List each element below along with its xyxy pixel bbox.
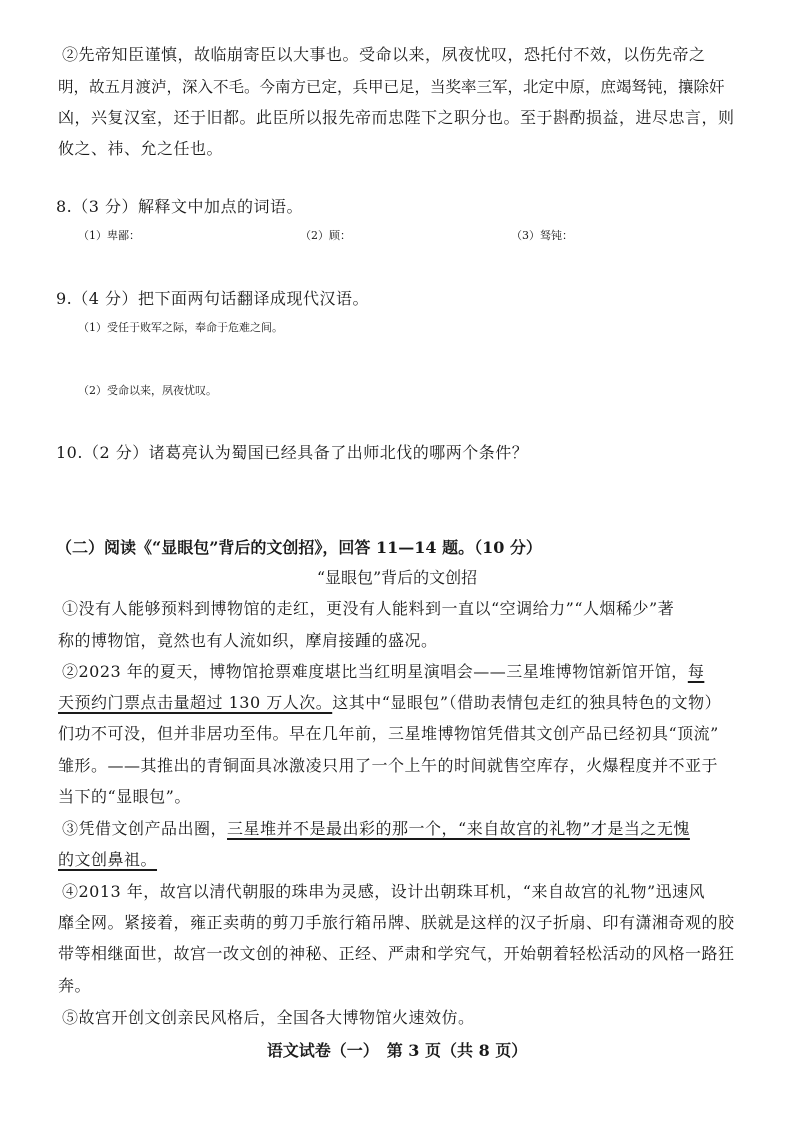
underlined-text: 的文创鼻祖。: [58, 850, 158, 869]
question-9-item-2: （2）受命以来，夙夜忧叹。: [78, 384, 217, 397]
article-line: 当下的“显眼包”。: [58, 787, 191, 806]
underlined-text: 每: [687, 662, 705, 681]
article-line: 奔。: [58, 976, 92, 995]
article-line: 们功不可没，但并非居功至伟。早在几年前，三星堆博物馆凭借其文创产品已经初具“顶流”: [58, 724, 719, 743]
article-line: [58, 849, 748, 871]
page-footer: 语文试卷（一） 第 3 页（共 8 页）: [266, 1041, 528, 1060]
section-heading: （二）阅读《“显眼包”背后的文创招》，回答 11—14 题。（10 分）: [56, 538, 542, 557]
question-8: 8.（3 分）解释文中加点的词语。: [56, 197, 304, 216]
question-8-item-1: （1）卑鄙：: [78, 229, 140, 242]
question-10: 10.（2 分）诸葛亮认为蜀国已经具备了出师北伐的哪两个条件？: [56, 443, 529, 462]
article-line: ⑤故宫开创文创亲民风格后，全国各大博物馆火速效仿。: [62, 1008, 475, 1027]
underlined-text: 三星堆并不是最出彩的那一个，“来自故宫的礼物”才是当之无愧: [227, 819, 690, 838]
article-title: “显眼包”背后的文创招: [316, 568, 478, 587]
article-line: [58, 692, 748, 714]
question-8-item-3: （3）驽钝：: [511, 229, 573, 242]
passage-line: 明，故五月渡泸，深入不毛。今南方已定，兵甲已足，当奖率三军，北定中原，庶竭驽钝，攘除奸: [58, 78, 725, 96]
article-line: [62, 818, 752, 840]
passage-line: ②先帝知臣谨慎，故临崩寄臣以大事也。受命以来，夙夜忧叹，恐托付不效，以伤先帝之: [62, 45, 706, 64]
article-line: ④2013 年，故宫以清代朝服的珠串为灵感，设计出朝珠耳机，“来自故宫的礼物”迅速风: [62, 882, 706, 901]
question-8-item-2: （2）顾：: [300, 229, 351, 242]
article-line: 雏形。——其推出的青铜面具冰激凌只用了一个上午的时间就售空库存，火爆程度并不亚于: [58, 756, 719, 775]
article-line: 靡全网。紧接着，雍正卖萌的剪刀手旅行箱吊牌、朕就是这样的汉子折扇、印有潇湘奇观的胶: [58, 913, 735, 932]
article-line: [62, 661, 752, 683]
question-9: 9.（4 分）把下面两句话翻译成现代汉语。: [56, 289, 370, 308]
article-line: ①没有人能够预料到博物馆的走红，更没有人能料到一直以“空调给力”“人烟稀少”著: [62, 599, 675, 618]
article-line: 称的博物馆，竟然也有人流如织，摩肩接踵的盛况。: [58, 631, 438, 650]
passage-line: 凶，兴复汉室，还于旧都。此臣所以报先帝而忠陛下之职分也。至于斟酌损益，进尽忠言，则: [58, 108, 735, 127]
article-line: 带等相继面世，故宫一改文创的神秘、正经、严肃和学究气，开始朝着轻松活动的风格一路狂: [58, 944, 735, 963]
article-text: ③凭借文创产品出圈，: [62, 819, 228, 838]
question-9-item-1: （1）受任于败军之际，奉命于危难之间。: [78, 321, 283, 334]
passage-line: 攸之、祎、允之任也。: [58, 139, 224, 158]
article-text: 这其中“显眼包”（借助表情包走红的独具特色的文物）: [332, 693, 722, 712]
article-text: ②2023 年的夏天，博物馆抢票难度堪比当红明星演唱会——三星堆博物馆新馆开馆，: [62, 662, 688, 681]
question-8-items: [78, 225, 768, 247]
underlined-text: 天预约门票点击量超过 130 万人次。: [58, 693, 333, 712]
